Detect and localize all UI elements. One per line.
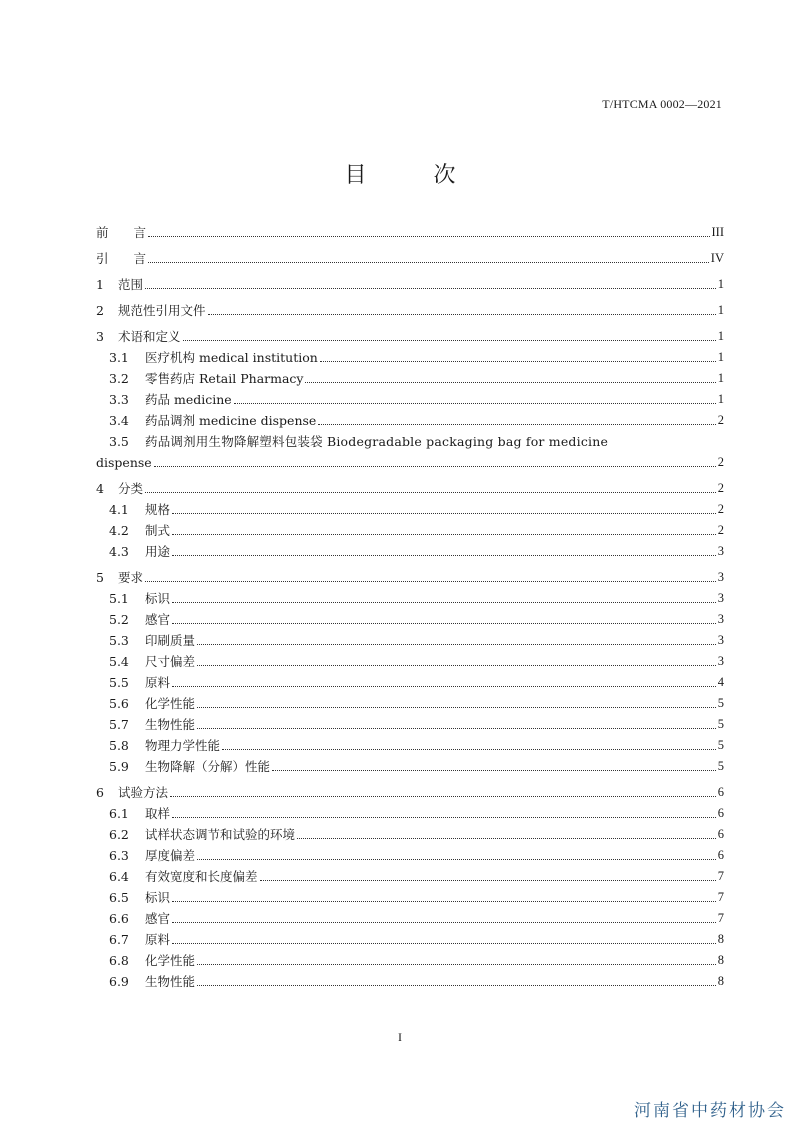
toc-entry-number: 5.2 — [109, 612, 129, 627]
toc-entry-page: 5 — [717, 717, 724, 731]
toc-entry-label: 感官 — [145, 911, 171, 926]
toc-entry-number: 5 — [96, 570, 104, 585]
toc-entry-page: 1 — [717, 371, 724, 385]
dot-leader — [318, 423, 715, 425]
toc-entry[interactable] — [96, 567, 724, 588]
toc-entry[interactable] — [96, 222, 724, 243]
toc-entry[interactable] — [96, 609, 724, 630]
toc-entry-page: 1 — [717, 392, 724, 406]
toc-entry-continuation[interactable] — [96, 452, 724, 473]
toc-entry-number: 5.1 — [109, 591, 129, 606]
toc-entry-number: 3 — [96, 329, 104, 344]
toc-entry-number: 4 — [96, 481, 104, 496]
toc-entry-page: III — [711, 225, 724, 239]
toc-entry-page: 2 — [717, 523, 724, 537]
toc-entry-label: 医疗机构 medical institution — [145, 350, 318, 365]
dot-leader — [148, 261, 709, 263]
toc-entry[interactable] — [96, 693, 724, 714]
toc-entry-label: 生物性能 — [145, 974, 196, 989]
page-number: I — [398, 1030, 402, 1044]
toc-entry-page: 1 — [717, 329, 724, 343]
toc-entry-page: 1 — [717, 277, 724, 291]
toc-entry-number: 3.3 — [109, 392, 129, 407]
toc-entry-label: 有效宽度和长度偏差 — [145, 869, 258, 884]
toc-entry[interactable] — [96, 950, 724, 971]
toc-entry[interactable] — [96, 541, 724, 562]
toc-entry-number: 4.1 — [109, 502, 129, 517]
toc-entry[interactable] — [96, 248, 724, 269]
toc-entry-page: IV — [710, 251, 724, 265]
toc-entry-number: 5.7 — [109, 717, 129, 732]
toc-entry-label: 标识 — [145, 890, 171, 905]
toc-entry-page: 7 — [717, 911, 724, 925]
table-of-contents — [96, 222, 724, 992]
dot-leader — [145, 287, 716, 289]
toc-entry[interactable] — [96, 803, 724, 824]
toc-entry-label: 印刷质量 — [145, 633, 196, 648]
toc-entry-page: 6 — [717, 785, 724, 799]
dot-leader — [197, 643, 716, 645]
toc-entry-number: 6.1 — [109, 806, 129, 821]
dot-leader — [172, 622, 716, 624]
toc-entry-number: 6.3 — [109, 848, 129, 863]
toc-entry-number: 6.9 — [109, 974, 129, 989]
toc-entry-label: 标识 — [145, 591, 171, 606]
toc-entry-page: 3 — [717, 570, 724, 584]
toc-entry-page: 3 — [717, 591, 724, 605]
dot-leader — [172, 942, 716, 944]
toc-entry-label: 生物性能 — [145, 717, 196, 732]
dot-leader — [170, 795, 716, 797]
toc-entry-page: 2 — [717, 481, 724, 495]
page-title: 目 次 — [344, 163, 486, 188]
toc-entry[interactable] — [96, 520, 724, 541]
dot-leader — [145, 491, 716, 493]
dot-leader — [148, 235, 709, 237]
toc-entry-page: 6 — [717, 848, 724, 862]
toc-entry-number: 5.9 — [109, 759, 129, 774]
dot-leader — [197, 984, 716, 986]
dot-leader — [260, 879, 716, 881]
dot-leader — [172, 533, 716, 535]
toc-entry-page: 7 — [717, 869, 724, 883]
toc-entry-number: 3.4 — [109, 413, 129, 428]
toc-entry-page: 3 — [717, 612, 724, 626]
toc-entry-number: 6.7 — [109, 932, 129, 947]
dot-leader — [172, 601, 716, 603]
toc-entry[interactable] — [96, 866, 724, 887]
toc-entry[interactable] — [96, 347, 724, 368]
toc-entry-page: 2 — [717, 455, 724, 469]
toc-entry-number: 6.2 — [109, 827, 129, 842]
toc-entry[interactable] — [96, 735, 724, 756]
toc-entry-label: 范围 — [118, 277, 144, 292]
toc-entry[interactable] — [96, 300, 724, 321]
toc-entry-page: 2 — [717, 413, 724, 427]
toc-entry-page: 8 — [717, 974, 724, 988]
toc-entry-number: 4.2 — [109, 523, 129, 538]
dot-leader — [234, 402, 716, 404]
toc-entry-label: 试验方法 — [118, 785, 169, 800]
toc-entry-label-continued: dispense — [96, 455, 152, 470]
toc-entry-label: 前 言 — [96, 225, 147, 240]
toc-entry-label: 规范性引用文件 — [118, 303, 206, 318]
dot-leader — [197, 727, 716, 729]
toc-entry-page: 5 — [717, 696, 724, 710]
toc-entry-number: 5.6 — [109, 696, 129, 711]
toc-entry-page: 6 — [717, 827, 724, 841]
toc-entry-number: 6 — [96, 785, 104, 800]
toc-entry-page: 1 — [717, 350, 724, 364]
dot-leader — [197, 664, 716, 666]
toc-entry-label: 零售药店 Retail Pharmacy — [145, 371, 304, 386]
toc-entry-number: 4.3 — [109, 544, 129, 559]
toc-entry-number: 5.3 — [109, 633, 129, 648]
toc-entry-label: 生物降解（分解）性能 — [145, 759, 271, 774]
toc-entry-page: 5 — [717, 759, 724, 773]
toc-entry-label: 原料 — [145, 932, 171, 947]
toc-entry[interactable] — [96, 410, 724, 431]
dot-leader — [145, 580, 716, 582]
toc-entry-label: 术语和定义 — [118, 329, 181, 344]
toc-entry-label: 分类 — [118, 481, 144, 496]
toc-entry-label: 尺寸偏差 — [145, 654, 196, 669]
toc-entry-label: 感官 — [145, 612, 171, 627]
toc-entry[interactable] — [96, 499, 724, 520]
dot-leader — [172, 554, 716, 556]
toc-entry-label: 制式 — [145, 523, 171, 538]
dot-leader — [197, 706, 716, 708]
toc-entry-label: 用途 — [145, 544, 171, 559]
toc-entry-label: 取样 — [145, 806, 171, 821]
dot-leader — [172, 816, 716, 818]
toc-entry-number: 5.4 — [109, 654, 129, 669]
toc-entry-label: 引 言 — [96, 251, 147, 266]
toc-entry[interactable] — [96, 588, 724, 609]
toc-entry[interactable] — [96, 651, 724, 672]
toc-entry-page: 6 — [717, 806, 724, 820]
toc-entry-label: 化学性能 — [145, 953, 196, 968]
toc-entry-page: 2 — [717, 502, 724, 516]
dot-leader — [172, 685, 716, 687]
toc-entry[interactable] — [96, 971, 724, 992]
toc-entry[interactable] — [96, 431, 724, 452]
toc-entry[interactable] — [96, 782, 724, 803]
toc-entry-label: 厚度偏差 — [145, 848, 196, 863]
toc-entry[interactable] — [96, 908, 724, 929]
toc-entry-label: 物理力学性能 — [145, 738, 221, 753]
toc-entry-label: 规格 — [145, 502, 171, 517]
toc-entry-page: 4 — [717, 675, 724, 689]
toc-entry-page: 1 — [717, 303, 724, 317]
toc-entry-number: 5.5 — [109, 675, 129, 690]
toc-entry-label: 药品 medicine — [145, 392, 232, 407]
toc-entry-number: 3.2 — [109, 371, 129, 386]
standard-number: T/HTCMA 0002—2021 — [602, 97, 722, 111]
dot-leader — [305, 381, 715, 383]
toc-entry-page: 3 — [717, 654, 724, 668]
toc-entry-page: 8 — [717, 953, 724, 967]
toc-entry-label: 药品调剂用生物降解塑料包装袋 Biodegradable packaging bag for medicine — [145, 434, 609, 449]
toc-entry[interactable] — [96, 630, 724, 651]
toc-entry[interactable] — [96, 368, 724, 389]
toc-entry-label: 化学性能 — [145, 696, 196, 711]
toc-entry[interactable] — [96, 887, 724, 908]
toc-entry[interactable] — [96, 756, 724, 777]
toc-entry-number: 6.5 — [109, 890, 129, 905]
dot-leader — [320, 360, 716, 362]
toc-entry-number: 3.5 — [109, 434, 129, 449]
toc-entry[interactable] — [96, 845, 724, 866]
dot-leader — [222, 748, 716, 750]
toc-entry-page: 3 — [717, 633, 724, 647]
dot-leader — [154, 465, 716, 467]
toc-entry-page: 7 — [717, 890, 724, 904]
association-name: 河南省中药材协会 — [634, 1101, 786, 1121]
toc-entry[interactable] — [96, 714, 724, 735]
dot-leader — [297, 837, 716, 839]
dot-leader — [208, 313, 716, 315]
toc-entry-label: 试样状态调节和试验的环境 — [145, 827, 296, 842]
dot-leader — [172, 921, 716, 923]
toc-entry[interactable] — [96, 672, 724, 693]
toc-entry-number: 6.8 — [109, 953, 129, 968]
toc-entry-label: 原料 — [145, 675, 171, 690]
dot-leader — [272, 769, 716, 771]
toc-entry-page: 5 — [717, 738, 724, 752]
dot-leader — [197, 963, 716, 965]
toc-entry-number: 6.4 — [109, 869, 129, 884]
toc-entry-number: 6.6 — [109, 911, 129, 926]
toc-entry[interactable] — [96, 389, 724, 410]
dot-leader — [197, 858, 716, 860]
toc-entry-label: 药品调剂 medicine dispense — [145, 413, 317, 428]
toc-entry[interactable] — [96, 478, 724, 499]
dot-leader — [172, 900, 716, 902]
toc-entry[interactable] — [96, 326, 724, 347]
dot-leader — [183, 339, 716, 341]
toc-entry-number: 2 — [96, 303, 104, 318]
toc-entry-number: 3.1 — [109, 350, 129, 365]
toc-entry[interactable] — [96, 929, 724, 950]
toc-entry-number: 5.8 — [109, 738, 129, 753]
toc-entry[interactable] — [96, 274, 724, 295]
dot-leader — [172, 512, 716, 514]
toc-entry-label: 要求 — [118, 570, 144, 585]
toc-entry-page: 3 — [717, 544, 724, 558]
toc-entry-page: 8 — [717, 932, 724, 946]
toc-entry-number: 1 — [96, 277, 104, 292]
toc-entry[interactable] — [96, 824, 724, 845]
